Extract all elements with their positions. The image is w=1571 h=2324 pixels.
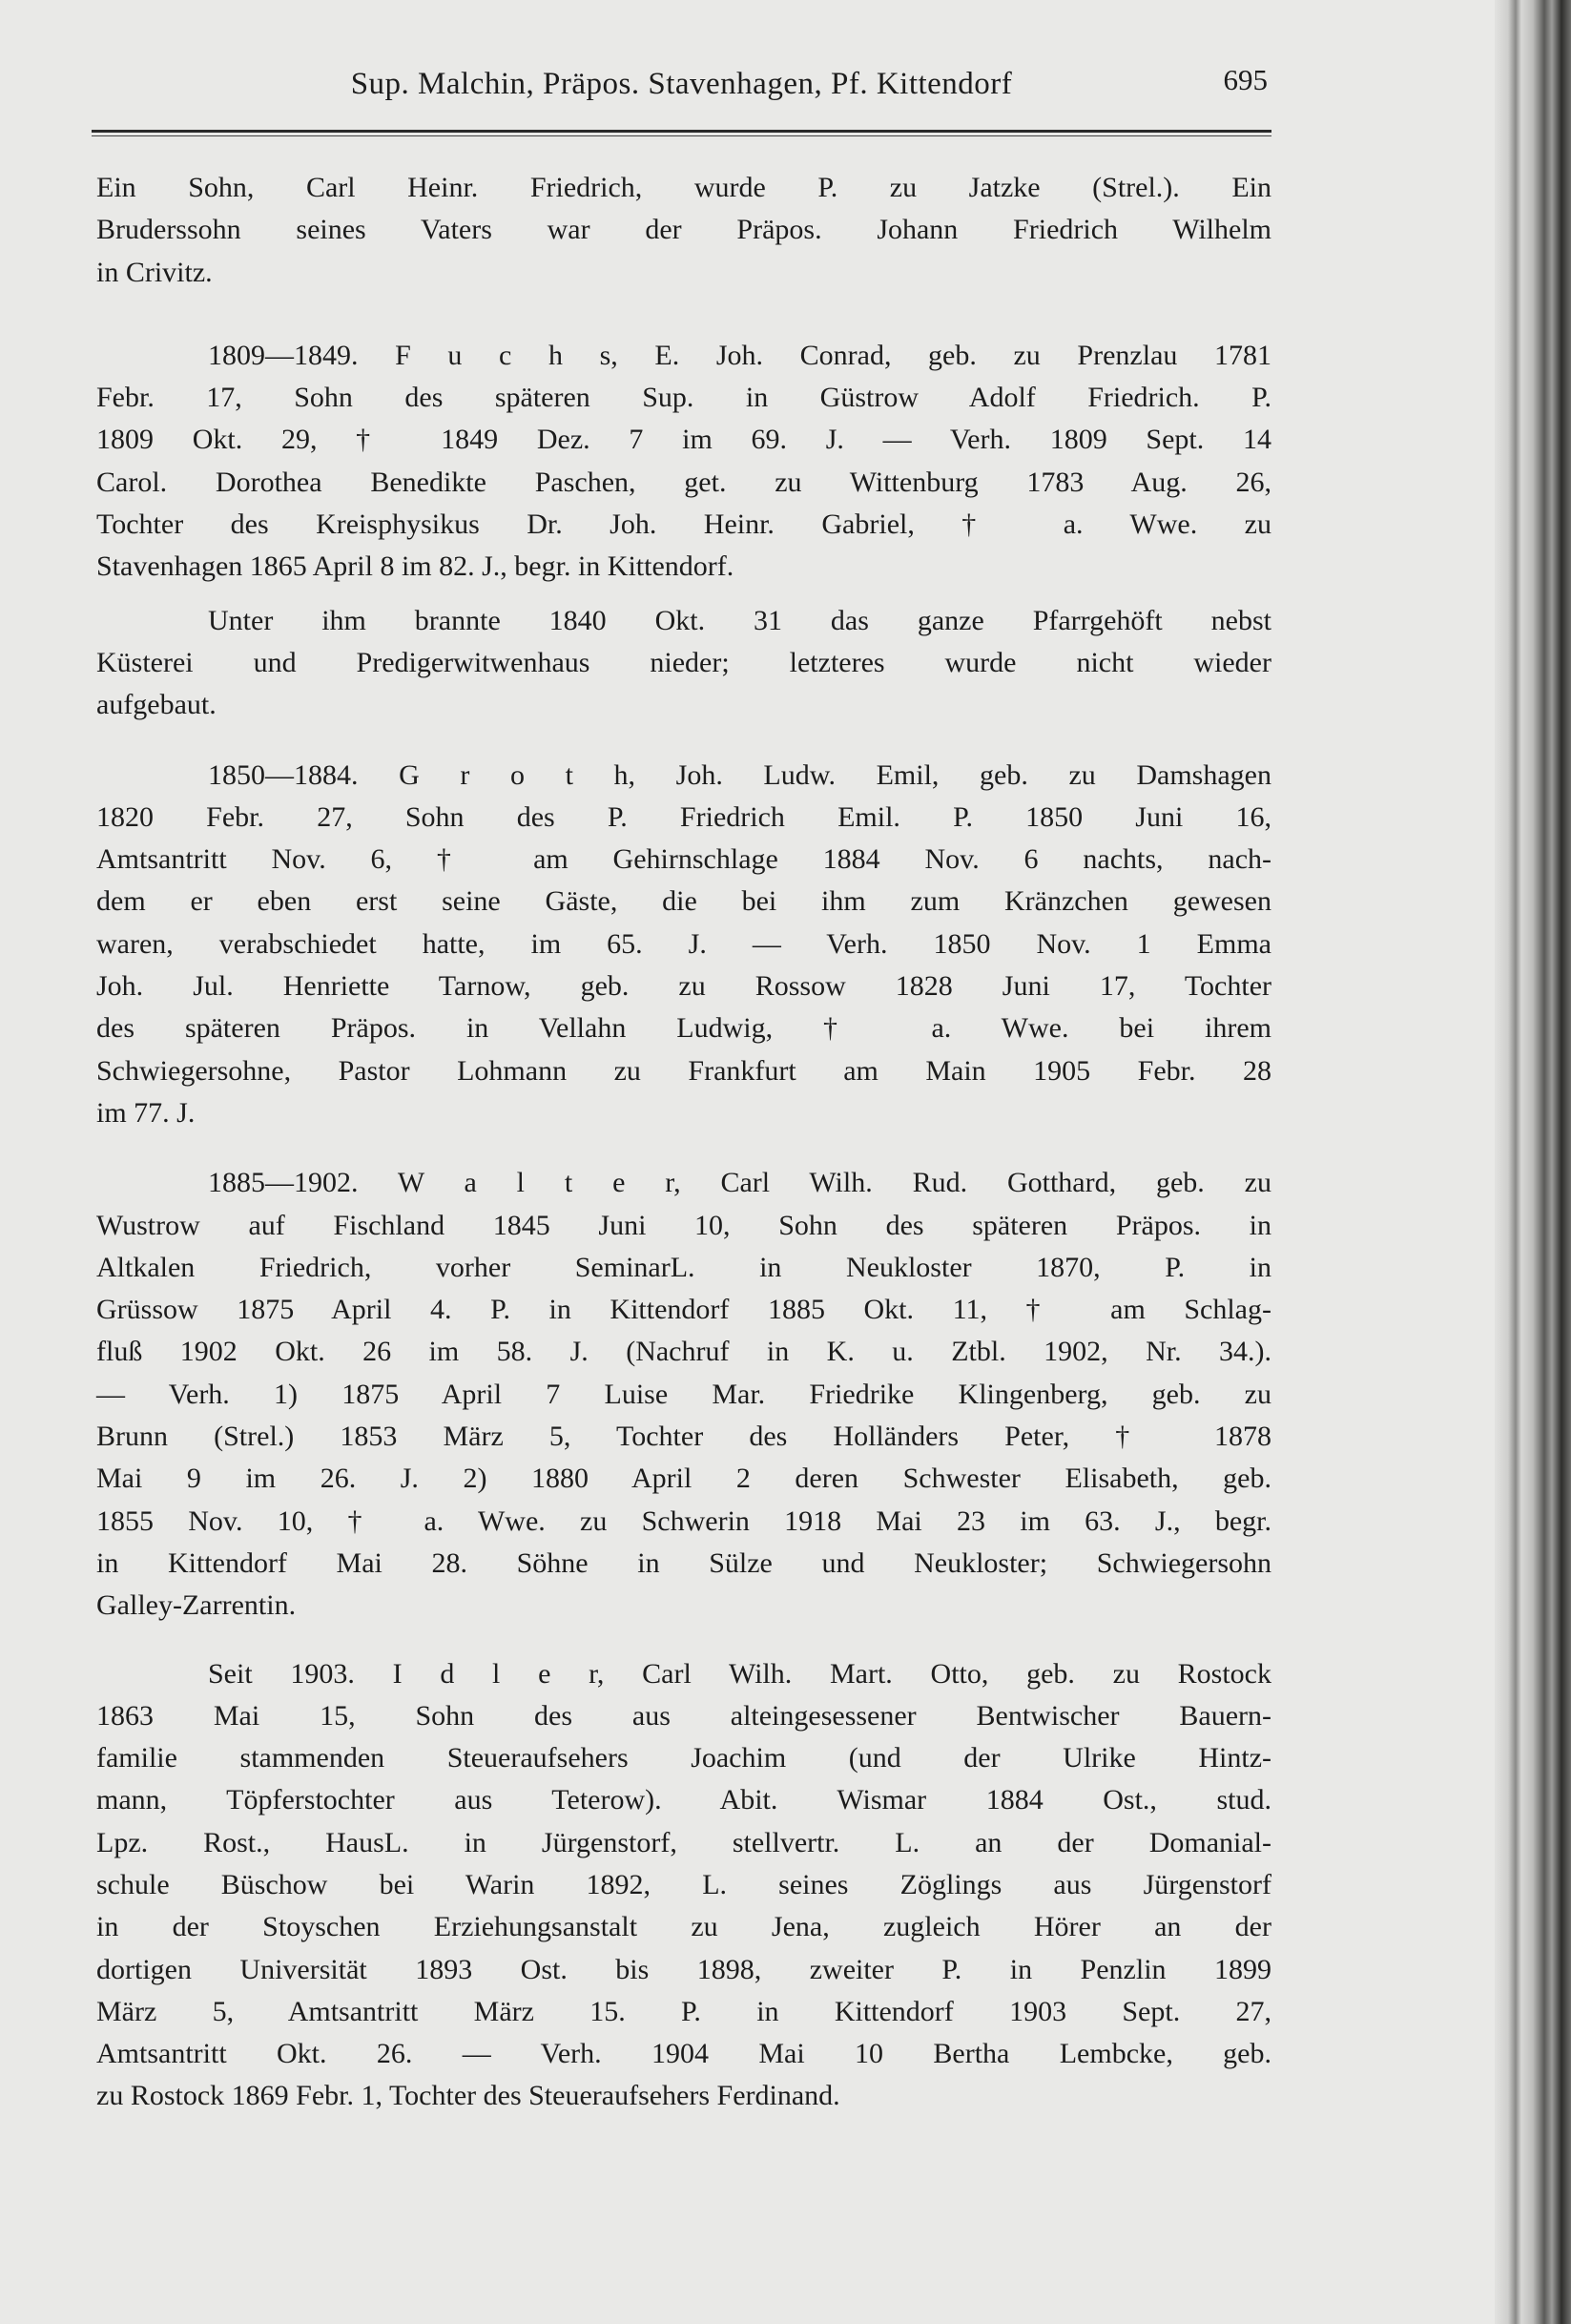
paragraph <box>96 1653 1271 2118</box>
text-line: Grüssow 1875 April 4. P. in Kittendorf 1885 Okt. 11, † am Schlag- <box>96 1294 1271 1326</box>
text-line: fluß 1902 Okt. 26 im 58. J. (Nachruf in K. u. Ztbl. 1902, Nr. 34.). <box>96 1336 1271 1368</box>
body-text <box>96 167 1271 2118</box>
text-line: des späteren Präpos. in Vellahn Ludwig, † a. Wwe. bei ihrem <box>96 1012 1271 1045</box>
text-line: Unter ihm brannte 1840 Okt. 31 das ganze Pfarrgehöft nebst <box>208 604 1271 636</box>
text-line: 1809—1849. F u c h s, E. Joh. Conrad, geb. zu Prenzlau 1781 <box>208 339 1271 371</box>
text-line: Tochter des Kreisphysikus Dr. Joh. Heinr. Gabriel, † a. Wwe. zu <box>96 508 1271 541</box>
text-line: zu Rostock 1869 Febr. 1, Tochter des Steueraufsehers Ferdinand. <box>96 2080 840 2112</box>
text-line: dem er eben erst seine Gäste, die bei ihm zum Kränzchen gewesen <box>96 885 1271 918</box>
text-line: Ein Sohn, Carl Heinr. Friedrich, wurde P. zu Jatzke (Strel.). Ein <box>96 172 1271 203</box>
text-line: Mai 9 im 26. J. 2) 1880 April 2 deren Schwester Elisabeth, geb. <box>96 1463 1271 1495</box>
header-double-rule <box>92 130 1271 136</box>
text-line: 1820 Febr. 27, Sohn des P. Friedrich Emil. P. 1850 Juni 16, <box>96 800 1271 833</box>
text-line: Altkalen Friedrich, vorher SeminarL. in Neukloster 1870, P. in <box>96 1251 1271 1283</box>
paragraph <box>96 167 1271 294</box>
book-binding-edge <box>1495 0 1571 2324</box>
header-title: Sup. Malchin, Präpos. Stavenhagen, Pf. Kittendorf <box>350 67 1013 101</box>
text-line: Wustrow auf Fischland 1845 Juni 10, Sohn des späteren Präpos. in <box>96 1209 1271 1241</box>
text-line: dortigen Universität 1893 Ost. bis 1898, zweiter P. in Penzlin 1899 <box>96 1953 1271 1985</box>
text-line: 1809 Okt. 29, † 1849 Dez. 7 im 69. J. — Verh. 1809 Sept. 14 <box>96 424 1271 456</box>
running-header <box>92 59 1271 116</box>
text-line: schule Büschow bei Warin 1892, L. seines Zöglings aus Jürgenstorf <box>96 1868 1271 1900</box>
text-line: 1885—1902. W a l t e r, Carl Wilh. Rud. Gotthard, geb. zu <box>208 1167 1271 1199</box>
text-line: März 5, Amtsantritt März 15. P. in Kittendorf 1903 Sept. 27, <box>96 1995 1271 2027</box>
text-line: Carol. Dorothea Benedikte Paschen, get. zu Wittenburg 1783 Aug. 26, <box>96 466 1271 498</box>
text-line: Stavenhagen 1865 April 8 im 82. J., begr. in Kittendorf. <box>96 550 734 583</box>
paragraph <box>96 755 1271 1135</box>
text-line: mann, Töpferstochter aus Teterow). Abit. Wismar 1884 Ost., stud. <box>96 1784 1271 1816</box>
text-line: in der Stoyschen Erziehungsanstalt zu Jena, zugleich Hörer an der <box>96 1911 1271 1943</box>
text-line: aufgebaut. <box>96 689 217 721</box>
text-line: in Kittendorf Mai 28. Söhne in Sülze und Neukloster; Schwiegersohn <box>96 1546 1271 1579</box>
paragraph <box>96 600 1271 727</box>
text-line: Galley-Zarrentin. <box>96 1589 297 1622</box>
text-line: Amtsantritt Okt. 26. — Verh. 1904 Mai 10 Bertha Lembcke, geb. <box>96 2038 1271 2070</box>
text-line: Brunn (Strel.) 1853 März 5, Tochter des Holländers Peter, † 1878 <box>96 1421 1271 1453</box>
text-line: — Verh. 1) 1875 April 7 Luise Mar. Friedrike Klingenberg, geb. zu <box>96 1378 1271 1410</box>
text-line: 1855 Nov. 10, † a. Wwe. zu Schwerin 1918 Mai 23 im 63. J., begr. <box>96 1504 1271 1537</box>
text-line: in Crivitz. <box>96 256 213 288</box>
text-line: Lpz. Rost., HausL. in Jürgenstorf, stellvertr. L. an der Domanial- <box>96 1826 1271 1858</box>
text-line: im 77. J. <box>96 1096 196 1129</box>
text-line: Joh. Jul. Henriette Tarnow, geb. zu Rossow 1828 Juni 17, Tochter <box>96 970 1271 1003</box>
text-line: waren, verabschiedet hatte, im 65. J. — Verh. 1850 Nov. 1 Emma <box>96 927 1271 960</box>
text-line: familie stammenden Steueraufsehers Joachim (und der Ulrike Hintz- <box>96 1742 1271 1774</box>
text-line: Schwiegersohne, Pastor Lohmann zu Frankfurt am Main 1905 Febr. 28 <box>96 1054 1271 1087</box>
page-number: 695 <box>1223 63 1268 96</box>
paragraph <box>96 335 1271 589</box>
text-line: Amtsantritt Nov. 6, † am Gehirnschlage 1884 Nov. 6 nachts, nach- <box>96 843 1271 876</box>
text-line: Bruderssohn seines Vaters war der Präpos. Johann Friedrich Wilhelm <box>96 214 1271 246</box>
text-line: Küsterei und Predigerwitwenhaus nieder; letzteres wurde nicht wieder <box>96 646 1271 678</box>
paragraph <box>96 1162 1271 1627</box>
text-line: Febr. 17, Sohn des späteren Sup. in Güstrow Adolf Friedrich. P. <box>96 382 1271 414</box>
text-line: 1850—1884. G r o t h, Joh. Ludw. Emil, geb. zu Damshagen <box>208 758 1271 791</box>
text-line: 1863 Mai 15, Sohn des aus alteingesessener Bentwischer Bauern- <box>96 1699 1271 1732</box>
text-line: Seit 1903. I d l e r, Carl Wilh. Mart. Otto, geb. zu Rostock <box>208 1657 1271 1690</box>
